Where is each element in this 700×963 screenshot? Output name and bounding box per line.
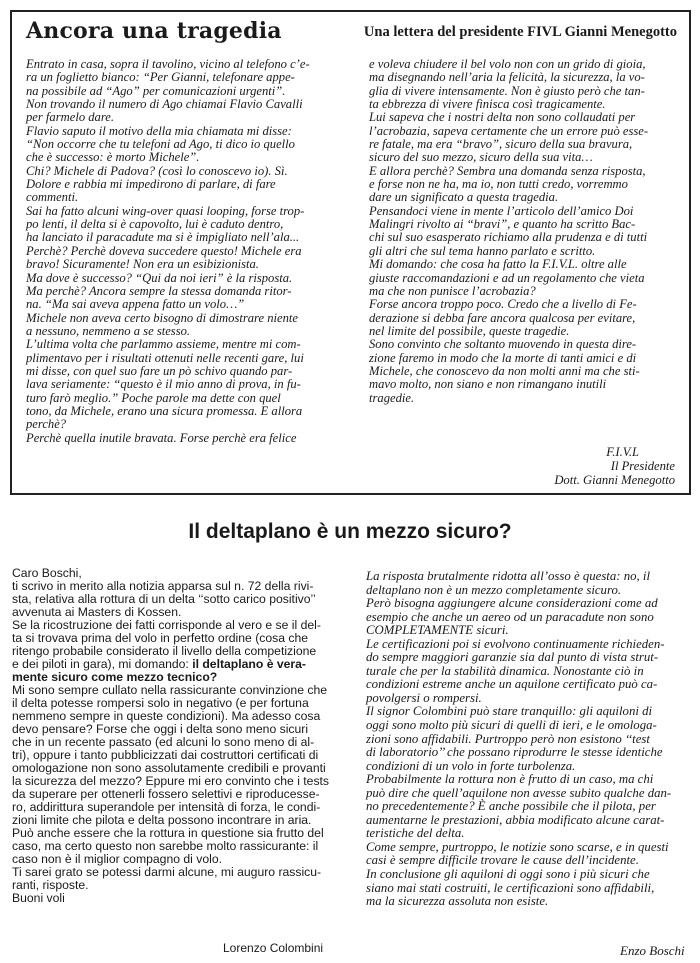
text-line: Ma perchè? Ancora sempre la stessa domanda ritor-	[26, 283, 292, 298]
signature-role: Il Presidente	[610, 458, 675, 473]
text-line: L’ultima volta che parlammo assieme, mentre mi com-	[26, 337, 301, 352]
text-line: Perchè? Perchè doveva succedere questo! Michele era	[26, 243, 302, 258]
text-line: chi sul suo esasperato richiamo alla prudenza e di tutti	[369, 230, 648, 245]
text-line: deltaplano non è un mezzo completamente sicuro.	[366, 582, 622, 597]
text-line: ma la sicurezza assoluta non esiste.	[366, 894, 549, 909]
text-line: tono, da Michele, erano una sicura promessa. E allora	[26, 403, 303, 418]
text-line: esempio che anche un aereo od un paracadute non sono	[366, 609, 654, 624]
letter-column	[12, 567, 342, 905]
text-line: ma che non punisce l’acrobazia?	[369, 283, 536, 298]
text-line: ha lanciato il paracadute ma si è impigliato nell’ala...	[26, 230, 300, 245]
reply-author: Enzo Boschi	[620, 943, 685, 958]
text-line: che è successo: è morto Michele”.	[26, 150, 200, 165]
text-line: teristiche del delta.	[366, 826, 465, 841]
text-line: re fatale, ma era “bravo”, sicuro della sua bravura,	[369, 137, 633, 152]
signature-org: F.I.V.L	[606, 445, 639, 459]
line-text: da superare per ottenerli fossero selettivi e riproducesse-	[12, 787, 320, 802]
text-line: ma disegnando nell’aria la felicità, la sicurezza, la vo-	[369, 70, 645, 85]
text-line: e forse non ne ha, ma io, non tutti credo, vorremmo	[369, 177, 628, 192]
text-line: a nessuno, nemmeno a se stesso.	[26, 323, 191, 338]
line-text: ta si trovava prima del volo in perfetto ordine (cosa che	[12, 631, 309, 646]
box-right-column	[369, 58, 681, 405]
text-line: Sono convinto che soltanto muovendo in questa dire-	[369, 337, 637, 352]
signature-block	[554, 446, 675, 487]
text-line: Dolore e rabbia mi impedirono di parlare, di fare	[26, 177, 276, 192]
line-text: la sicurezza del mezzo? Eppure mi ero convinto che i tests	[12, 774, 330, 789]
text-line: dare un significato a questa tragedia.	[369, 190, 559, 205]
text-line: COMPLETAMENTE sicuri.	[366, 623, 509, 638]
text-line: Malingri rivolto ai “bravi”, e quanto ha scritto Bac-	[369, 217, 636, 232]
text-line: bravo! Sicuramente! Non era un esibizionista.	[26, 257, 259, 272]
text-line: Perchè quella inutile bravata. Forse perchè era felice	[26, 430, 297, 445]
text-line: lava seriamente: “questo è il mio anno di prova, in fu-	[26, 377, 301, 392]
text-line: po lenti, il delta si è capovolto, lui è caduto dentro,	[26, 217, 284, 232]
text-line: Ma dove è successo? “Qui da noi ieri” è la risposta.	[26, 270, 293, 285]
signature-name: Dott. Gianni Menegotto	[554, 472, 675, 487]
text-line: Però bisogna aggiungere alcune considerazioni come ad	[366, 596, 658, 611]
box-left-column	[26, 58, 346, 445]
text-line: Pensandoci viene in mente l’articolo dell’amico Doi	[369, 203, 634, 218]
line-text: ro, addirittura superandole per intensità di forza, le condi-	[12, 800, 321, 815]
text-line: turale che per la stabilità dinamica. Nonostante ciò in	[366, 663, 644, 678]
text-line: Flavio saputo il motivo della mia chiamata mi disse:	[26, 123, 292, 138]
text-line: siano mai stati costruiti, le certificazioni sono affidabili,	[366, 880, 655, 895]
text-line: Chi? Michele di Padova? (così lo conoscevo io). Sì.	[26, 163, 288, 178]
line-text: ti scrivo in merito alla notizia apparsa sul n. 72 della rivi-	[12, 579, 314, 594]
box-header	[26, 18, 677, 50]
text-line: E allora perchè? Sembra una domanda senza risposta,	[369, 163, 646, 178]
line-text: sta, relativa alla rottura di un delta ‘‘sotto carico positivo’’	[12, 592, 316, 607]
line-text: tri), oppure i tanto pubblicizzati dai costruttori certificati di	[12, 748, 319, 763]
text-line: mavo molto, non siano e non rimangano inutili	[369, 377, 607, 392]
text-line: sicuro del suo mezzo, sicuro della sua vita…	[369, 150, 593, 165]
text-line: per farmelo dare.	[26, 110, 115, 125]
text-line: zioni sono affidabili. Purtroppo però non esistono ‘‘test	[366, 731, 650, 746]
box-subtitle: Una lettera del presidente FIVL Gianni Menegotto	[363, 24, 677, 40]
text-line: oggi sono molto più sicuri di quelli di ieri, e le omologa-	[366, 718, 657, 733]
box-title: Ancora una tragedia	[26, 18, 282, 44]
line-text: il delta potesse rompersi solo in negativo (e per fortuna	[12, 696, 309, 711]
text-line: Il signor Colombini può stare tranquillo: gli aquiloni di	[366, 704, 653, 719]
letter-author: Lorenzo Colombini	[223, 941, 324, 955]
text-line: può dire che quell’aquilone non avesse subito qualche dan-	[366, 785, 672, 800]
line-text: Ti sarei grato se potessi darmi alcune, mi auguro rassicu-	[12, 865, 322, 880]
text-line: mi disse, con quel suo fare un pò schivo quando par-	[26, 363, 293, 378]
reply-column	[366, 570, 691, 909]
text-line: glia di vivere intensamente. Non è giusto però che tan-	[369, 83, 645, 98]
text-line: ra un foglietto bianco: “Per Gianni, telefonare appe-	[26, 70, 295, 85]
text-line: casi è sempre difficile trovare le cause dell’incidente.	[366, 853, 639, 868]
text-line: gli altri che sul tema hanno parlato e scritto.	[369, 243, 596, 258]
line-text: omologazione non sono assolutamente credibili e provanti	[12, 761, 326, 776]
line-text: zioni limite che pilota e delta possono incontrare in aria.	[12, 813, 312, 828]
text-line: In conclusione gli aquiloni di oggi sono i più sicuri che	[366, 867, 650, 882]
line-text: Buoni voli	[12, 891, 65, 906]
text-line: condizioni di un volo in forte turbolenza.	[366, 758, 576, 773]
text-line: na possibile ad “Ago” per comunicazioni urgenti”.	[26, 83, 286, 98]
text-line: Forse ancora troppo poco. Credo che a livello di Fe-	[369, 297, 637, 312]
text-line: tragedie.	[369, 390, 415, 405]
line-text: Se la ricostruzione dei fatti corrisponde al vero e se il del-	[12, 618, 321, 633]
text-line: plimentavo per i risultati ottenuti nelle recenti gare, lui	[26, 350, 304, 365]
text-line: Non trovando il numero di Ago chiamai Flavio Cavalli	[26, 97, 303, 112]
text-line: condizioni estreme anche un aquilone certificato può ca-	[366, 677, 658, 692]
text-line: giuste raccomandazioni e ad un regolamento che vieta	[369, 270, 645, 285]
text-line: derazione si debba fare ancora qualcosa per evitare,	[369, 310, 636, 325]
text-line: Lui sapeva che i nostri delta non sono collaudati per	[369, 110, 636, 125]
text-line: “Non occorre che tu telefoni ad Ago, ti dico io quello	[26, 137, 295, 152]
line-text: Caro Boschi,	[12, 566, 82, 580]
line-text: nemmeno sempre in queste condizioni). Ma adesso cosa	[12, 709, 321, 724]
text-line: Come sempre, purtroppo, le notizie sono scarse, e in questi	[366, 839, 669, 854]
text-line: Michele non aveva certo bisogno di dimostrare niente	[26, 310, 298, 325]
line-text: Può anche essere che la rottura in questione sia frutto del	[12, 826, 324, 841]
text-line: Michele, che conoscevo da non molti anni ma che sti-	[369, 363, 640, 378]
line-text: ranti, risposte.	[12, 878, 89, 893]
text-line: La risposta brutalmente ridotta all’osso è questa: no, il	[366, 569, 651, 583]
article-headline: Il deltaplano è un mezzo sicuro?	[188, 520, 512, 543]
line-text: che in un recente passato (ed alcuni lo sono meno di al-	[12, 735, 315, 750]
text-line: e voleva chiudere il bel volo non con un grido di gioia,	[369, 57, 646, 71]
text-line: commenti.	[26, 190, 79, 205]
text-line: Le certificazioni poi si evolvono continuamente richieden-	[366, 636, 665, 651]
text-line: di laboratorio’’ che possano riprodurre le stesse identiche	[366, 745, 663, 760]
text-line: Sai ha fatto alcuni wing-over quasi looping, forse trop-	[26, 203, 305, 218]
line-text: ritengo probabile considerato il livello della competizione	[12, 644, 317, 659]
text-line: zione faremo in modo che la morte di tanti amici e di	[369, 350, 637, 365]
line-text: caso non è il miglior compagno di volo.	[12, 852, 223, 867]
text-line: no precedentemente? È anche possibile che il pilota, per	[366, 799, 656, 814]
line-text: avvenuta ai Masters di Kossen.	[12, 605, 182, 620]
line-text: devo pensare? Forse che oggi i delta sono meno sicuri	[12, 722, 309, 737]
text-line: Probabilmente la rottura non è frutto di un caso, ma chi	[366, 772, 654, 787]
line-text: Mi sono sempre cullato nella rassicurante convinzione che	[12, 683, 328, 698]
text-line: povolgersi o rompersi.	[366, 690, 482, 705]
text-line: ta ebbrezza di vivere finisca così tragicamente.	[369, 97, 606, 112]
text-line: do sempre maggiori garanzie sia dal punto di vista strut-	[366, 650, 659, 665]
text-line: na. “Ma sai aveva appena fatto un volo…”	[26, 297, 245, 312]
text-line: perchè?	[26, 417, 67, 432]
line-bold-text: mente sicuro come mezzo tecnico?	[12, 670, 218, 685]
text-line: turo farò meglio.” Poche parole ma dette con quel	[26, 390, 281, 405]
letter-box	[10, 10, 691, 495]
line-text: e dei piloti in gara), mi domando:	[12, 657, 193, 672]
text-line: nel limite del possibile, queste tragedie.	[369, 323, 570, 338]
line-text: caso, ma certo questo non sarebbe molto rassicurante: il	[12, 839, 319, 854]
text-line: aumentarne le prestazioni, abbia modificato alcune carat-	[366, 812, 665, 827]
text-line: l’acrobazia, sapeva certamente che un errore può esse-	[369, 123, 649, 138]
text-line: Entrato in casa, sopra il tavolino, vicino al telefono c’e-	[26, 57, 310, 71]
text-line	[12, 892, 342, 905]
text-line: Mi domando: che cosa ha fatto la F.I.V.L. oltre alle	[369, 257, 627, 272]
line-bold-text: il deltaplano è vera-	[192, 657, 306, 672]
